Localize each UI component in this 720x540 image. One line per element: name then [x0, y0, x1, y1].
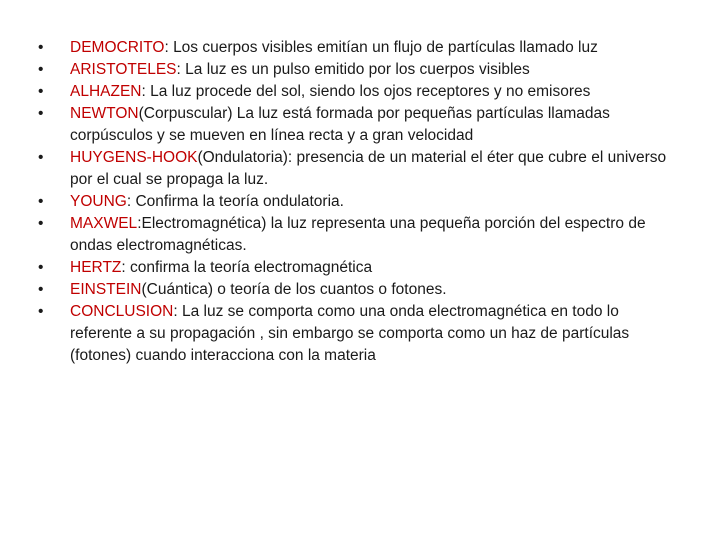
item-keyword: MAXWEL [70, 215, 138, 232]
item-keyword: NEWTON [70, 105, 139, 122]
bullet-icon: • [38, 83, 44, 100]
bullet-icon: • [38, 303, 44, 320]
list-item [38, 59, 678, 81]
list-item [38, 301, 678, 367]
item-text: (Corpuscular) La luz está formada por pequeñas partículas llamadas corpúsculos y se mueven en línea recta y a gran velocidad [70, 105, 610, 144]
list-item [38, 257, 678, 279]
item-keyword: CONCLUSION [70, 303, 174, 320]
bullet-list [38, 37, 678, 367]
list-item [38, 213, 678, 257]
item-text: :Electromagnética) la luz representa una pequeña porción del espectro de ondas electromagnéticas. [70, 215, 646, 254]
bullet-icon: • [38, 259, 44, 276]
bullet-icon: • [38, 105, 44, 122]
list-item [38, 147, 678, 191]
list-item [38, 37, 678, 59]
item-keyword: HUYGENS-HOOK [70, 149, 198, 166]
item-keyword: HERTZ [70, 259, 122, 276]
item-text: (Ondulatoria): presencia de un material el éter que cubre el universo por el cual se propaga la luz. [70, 149, 667, 188]
item-text: : Los cuerpos visibles emitían un flujo de partículas llamado luz [164, 39, 598, 56]
item-keyword: EINSTEIN [70, 281, 142, 298]
item-keyword: DEMOCRITO [70, 39, 165, 56]
bullet-icon: • [38, 61, 44, 78]
item-keyword: ARISTOTELES [70, 61, 177, 78]
item-text: : Confirma la teoría ondulatoria. [126, 193, 344, 210]
item-keyword: ALHAZEN [70, 83, 142, 100]
item-text: : La luz es un pulso emitido por los cuerpos visibles [176, 61, 530, 78]
list-item [38, 191, 678, 213]
item-keyword: YOUNG [70, 193, 127, 210]
list-item [38, 279, 678, 301]
bullet-icon: • [38, 281, 44, 298]
bullet-icon: • [38, 215, 44, 232]
item-text: (Cuántica) o teoría de los cuantos o fotones. [141, 281, 447, 298]
bullet-icon: • [38, 39, 44, 56]
bullet-icon: • [38, 193, 44, 210]
list-item [38, 81, 678, 103]
item-text: : La luz procede del sol, siendo los ojos receptores y no emisores [141, 83, 591, 100]
bullet-icon: • [38, 149, 44, 166]
list-item [38, 103, 678, 147]
item-text: : La luz se comporta como una onda electromagnética en todo lo referente a su propagación , sin embargo se comporta como un haz de partículas (fotones) cuando interacciona con la materia [70, 303, 630, 364]
item-text: : confirma la teoría electromagnética [121, 259, 373, 276]
